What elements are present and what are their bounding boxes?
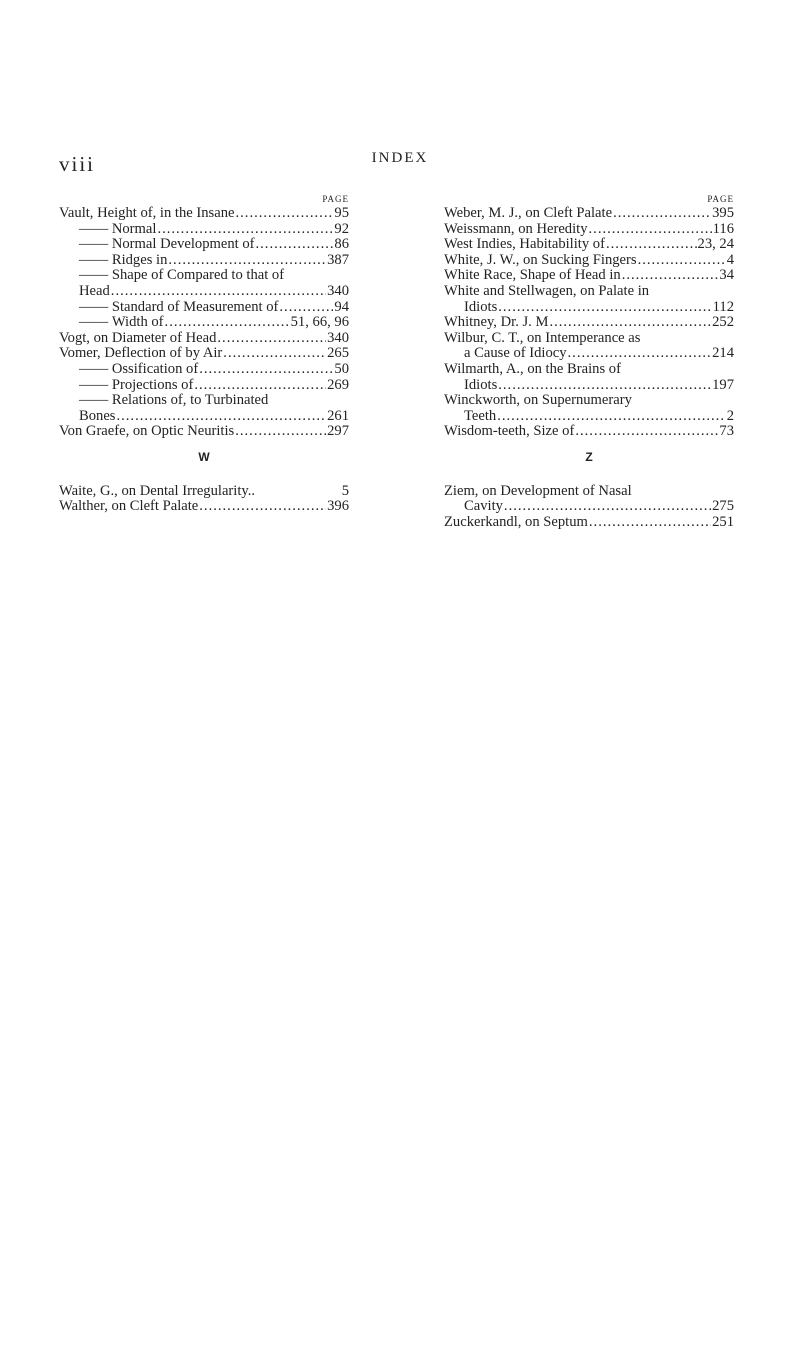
index-entry: Walther, on Cleft Palate ..... 396 xyxy=(59,499,349,515)
index-subentry-continuation: Bones ..... 261 xyxy=(59,409,349,425)
index-subentry: —— Relations of, to Turbinated xyxy=(59,393,349,409)
section-letter: W xyxy=(198,449,210,464)
index-entry: Waite, G., on Dental Irregularity.. 5 xyxy=(59,482,349,499)
index-subentry: —— Shape of Compared to that of xyxy=(59,268,349,284)
index-subentry: —— Normal Development of ..... 86 xyxy=(59,237,349,253)
index-entry: White Race, Shape of Head in ..... 34 xyxy=(444,268,734,284)
left-column xyxy=(59,193,349,515)
index-entry: West Indies, Habitability of ..... 23, 24 xyxy=(444,237,734,253)
index-subentry: —— Width of ..... 51, 66, 96 xyxy=(59,315,349,331)
index-entry: White and Stellwagen, on Palate in xyxy=(444,282,650,299)
index-entry-continuation: Idiots ..... 112 xyxy=(444,300,734,316)
page-title: INDEX xyxy=(371,150,429,166)
section-letter: Z xyxy=(585,449,593,464)
index-entry: Vault, Height of, in the Insane ..... 95 xyxy=(59,206,349,222)
page-number: viii xyxy=(59,152,96,176)
index-entry: Ziem, on Development of Nasal xyxy=(444,482,632,499)
index-subentry: —— Standard of Measurement of ..... 94 xyxy=(59,300,349,316)
index-entry-continuation: Teeth ..... 2 xyxy=(444,409,734,425)
index-entry-continuation: Idiots ..... 197 xyxy=(444,378,734,394)
right-column xyxy=(444,193,734,530)
index-entry-continuation: Cavity ..... 275 xyxy=(444,499,734,515)
index-subentry: —— Ridges in ..... 387 xyxy=(59,253,349,269)
index-entry: Von Graefe, on Optic Neuritis ..... 297 xyxy=(59,424,349,440)
index-subentry: —— Normal ..... 92 xyxy=(59,222,349,238)
index-subentry-continuation: Head ..... 340 xyxy=(59,284,349,300)
index-entry-continuation: a Cause of Idiocy ..... 214 xyxy=(444,346,734,362)
index-subentry: —— Ossification of ..... 50 xyxy=(59,362,349,378)
index-entry: Vomer, Deflection of by Air ..... 265 xyxy=(59,346,349,362)
index-entry: Weber, M. J., on Cleft Palate ..... 395 xyxy=(444,206,734,222)
index-entry: Wilmarth, A., on the Brains of xyxy=(444,360,621,377)
index-entry: Zuckerkandl, on Septum ..... 251 xyxy=(444,515,734,531)
index-entry: Vogt, on Diameter of Head ..... 340 xyxy=(59,331,349,347)
index-subentry: —— Projections of ..... 269 xyxy=(59,378,349,394)
page-column-heading: PAGE xyxy=(322,194,349,204)
page-column-heading: PAGE xyxy=(707,194,734,204)
index-entry: Weissmann, on Heredity ..... 116 xyxy=(444,222,734,238)
index-entry: Winckworth, on Supernumerary xyxy=(444,392,632,409)
index-entry: Wisdom-teeth, Size of ..... 73 xyxy=(444,424,734,440)
index-entry: White, J. W., on Sucking Fingers ..... 4 xyxy=(444,253,734,269)
index-entry: Wilbur, C. T., on Intemperance as xyxy=(444,329,641,346)
index-entry: Whitney, Dr. J. M ..... 252 xyxy=(444,315,734,331)
